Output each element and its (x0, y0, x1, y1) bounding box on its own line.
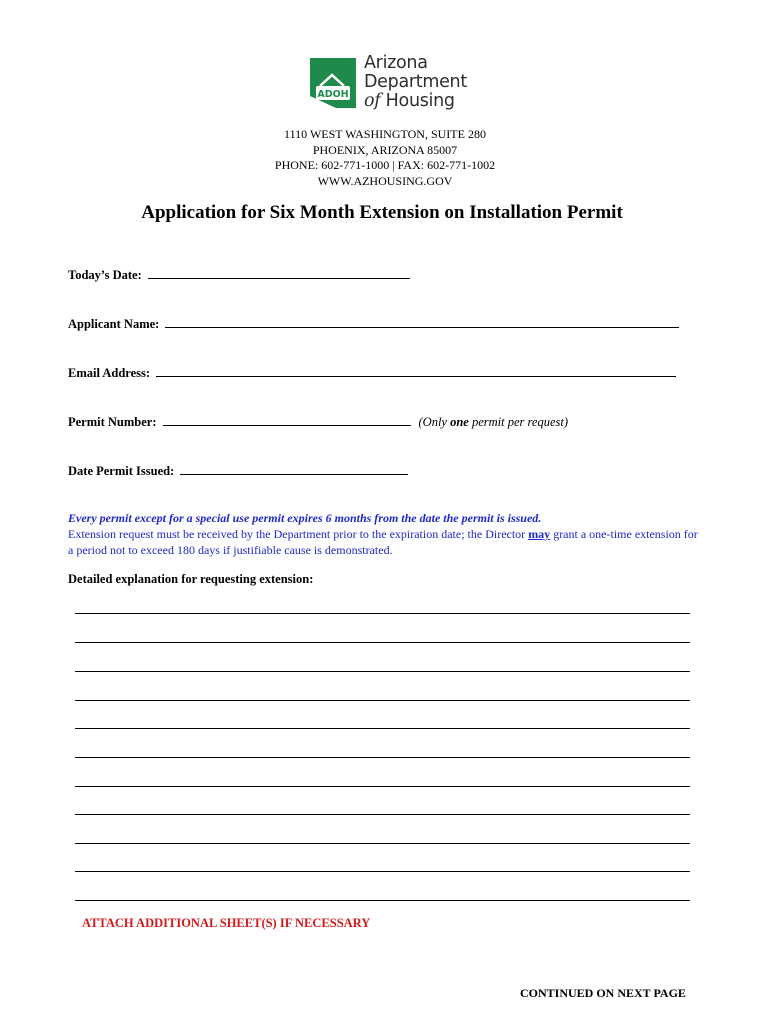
applicant-name-row (68, 315, 679, 332)
notice-body: Extension request must be received by the Department prior to the expiration date; the Director may grant a one-time extension for a period not to exceed 180 days if justifiable cause is demonstrated. (68, 527, 698, 557)
adoh-logo (306, 53, 467, 114)
extension-notice (68, 510, 698, 558)
permit-number-row (68, 413, 568, 430)
todays-date-field[interactable] (148, 266, 410, 279)
arizona-house-icon (306, 56, 362, 112)
permit-number-note: (Only one permit per request) (418, 415, 569, 429)
date-permit-issued-label: Date Permit Issued: (68, 464, 175, 478)
explanation-line[interactable] (75, 613, 690, 614)
logo-wordmark (364, 54, 467, 111)
explanation-line[interactable] (75, 671, 690, 672)
explanation-line[interactable] (75, 786, 690, 787)
explanation-line[interactable] (75, 728, 690, 729)
todays-date-label: Today’s Date: (68, 268, 142, 282)
logo-line-arizona: Arizona (364, 53, 428, 73)
logo-line-department: Department (364, 72, 467, 92)
permit-number-label: Permit Number: (68, 415, 157, 429)
agency-address (0, 127, 770, 189)
permit-number-field[interactable] (163, 413, 411, 426)
email-address-field[interactable] (156, 364, 676, 377)
explanation-line[interactable] (75, 700, 690, 701)
explanation-line[interactable] (75, 642, 690, 643)
notice-lead: Every permit except for a special use permit expires 6 months from the date the permit is issued. (68, 511, 542, 525)
continued-next-page: CONTINUED ON NEXT PAGE (520, 986, 686, 1000)
notice-may: may (528, 527, 551, 541)
email-address-label: Email Address: (68, 366, 151, 380)
applicant-name-field[interactable] (165, 315, 679, 328)
explanation-line[interactable] (75, 757, 690, 758)
date-permit-issued-row (68, 462, 408, 479)
explanation-label: Detailed explanation for requesting extension: (68, 572, 314, 586)
todays-date-row (68, 266, 410, 283)
address-phone-fax: PHONE: 602-771-1000 | FAX: 602-771-1002 (274, 158, 496, 172)
logo-of: of (364, 91, 381, 111)
explanation-line[interactable] (75, 900, 690, 901)
email-address-row (68, 364, 676, 381)
logo-housing: Housing (380, 91, 455, 111)
applicant-name-label: Applicant Name: (68, 317, 160, 331)
address-city: PHOENIX, ARIZONA 85007 (312, 142, 458, 157)
date-permit-issued-field[interactable] (180, 462, 408, 475)
logo-line-housing (364, 92, 467, 111)
explanation-line[interactable] (75, 843, 690, 844)
page-title: Application for Six Month Extension on Installation Permit (141, 202, 623, 223)
logo-badge: ADOH (317, 89, 349, 100)
address-street: 1110 WEST WASHINGTON, SUITE 280 (284, 127, 486, 141)
explanation-line[interactable] (75, 814, 690, 815)
explanation-line[interactable] (75, 871, 690, 872)
attach-sheets-note: ATTACH ADDITIONAL SHEET(S) IF NECESSARY (82, 916, 371, 930)
address-website: WWW.AZHOUSING.GOV (317, 173, 453, 188)
